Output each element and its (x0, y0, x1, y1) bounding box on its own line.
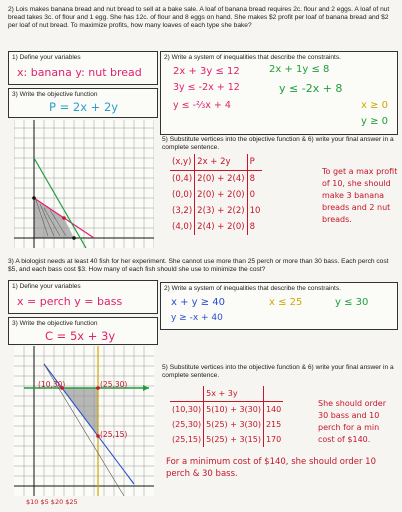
p1-th-point: (x,y) (170, 154, 195, 171)
p2-th-point (170, 386, 204, 402)
p1-ineq-7: y ≥ 0 (361, 116, 389, 127)
p1-ineq-6: x ≥ 0 (361, 100, 389, 111)
p2-cell: 5(25) + 3(30) (204, 417, 264, 432)
p1-objective-box (8, 88, 158, 118)
p1-constraints-label: 2) Write a system of inequalities that describe the constraints. (164, 54, 341, 61)
table-row (170, 203, 262, 219)
p2-variables-answer: x = perch y = bass (17, 295, 123, 308)
p2-vertex-label-2: (25,30) (100, 380, 128, 389)
p2-cell: (25,15) (170, 432, 204, 447)
p1-objective-label: 3) Write the objective function (12, 91, 98, 98)
p1-cell: 2(4) + 2(0) (195, 219, 247, 235)
p1-cell: (3,2) (170, 203, 195, 219)
p2-ineq-2: x ≤ 25 (269, 297, 303, 308)
p2-axis-labels: $10 $5 $20 $25 (26, 498, 78, 506)
p2-cell: 215 (265, 420, 282, 429)
p2-vertex-table (170, 386, 283, 447)
p1-ineq-3: 3y ≤ -2x + 12 (173, 82, 240, 93)
p2-cell: (25,30) (170, 417, 204, 432)
p2-cell: 5(10) + 3(30) (204, 402, 264, 418)
table-row (170, 402, 283, 418)
p1-ineq-2: 2x + 1y ≤ 8 (269, 64, 330, 75)
p2-objective-box (8, 317, 158, 345)
p1-objective-answer: P = 2x + 2y (49, 100, 119, 114)
p2-constraints-label: 2) Write a system of inequalities that describe the constraints. (164, 285, 341, 292)
problem-2-text: 2) Lois makes banana bread and nut bread to sell at a bake sale. A loaf of banana bread requires 2c. flour and 2 eggs. A loaf of nut bread takes 3c. of flour and 1 egg. She has 12c. of flour and 8 eggs on hand. She makes $2 profit per loaf of banana bread and $2 per loaf of nut bread. To maximize profits, how many loaves of each type she bake? (8, 6, 390, 29)
p1-cell: 10 (249, 206, 261, 216)
p1-cell: (0,4) (170, 171, 195, 188)
p1-vertex-table (170, 154, 262, 235)
p1-variables-label: 1) Define your variables (12, 54, 81, 61)
p1-ineq-5: y ≤ -⅔x + 4 (173, 100, 231, 111)
table-row (170, 187, 262, 203)
p2-table-header (170, 386, 283, 402)
p1-cell: 8 (249, 222, 256, 232)
p1-constraints-box (160, 51, 398, 135)
p2-ineq-3: y ≤ 30 (335, 297, 369, 308)
p2-cell: (10,30) (170, 402, 204, 418)
p1-cell: 2(3) + 2(2) (195, 203, 247, 219)
table-row (170, 219, 262, 235)
p2-ineq-4: y ≥ -x + 40 (171, 313, 223, 323)
p1-th-value: P (247, 154, 262, 171)
p1-ineq-4: y ≤ -2x + 8 (279, 82, 343, 95)
p2-th-value (263, 386, 283, 402)
p2-ineq-1: x + y ≥ 40 (171, 297, 226, 308)
p1-conclusion: To get a max profit of 10, she should make 3 banana breads and 2 nut breads. (322, 167, 398, 224)
table-row (170, 432, 283, 447)
p1-cell: 2(0) + 2(4) (195, 171, 247, 188)
p1-cell: 2(0) + 2(0) (195, 187, 247, 203)
p1-substitute-label: 5) Substitute vertices into the objective function & 6) write your final answer in a complete sentence. (162, 136, 394, 151)
p1-cell: 8 (249, 174, 256, 184)
p2-substitute-label: 5) Substitute vertices into the objective function & 6) write your final answer in a complete sentence. (162, 364, 394, 379)
p2-constraints-box (160, 282, 398, 330)
p2-variables-box (8, 280, 158, 314)
p2-graph (14, 346, 154, 496)
p2-vertex-label-3: (25,15) (100, 430, 128, 439)
p2-cell: 170 (265, 435, 282, 444)
p2-th-expr: 5x + 3y (204, 386, 264, 402)
table-row (170, 171, 262, 188)
p1-table-header (170, 154, 262, 171)
p2-conclusion-2: For a minimum cost of $140, she should order 10 perch & 30 bass. (166, 457, 376, 479)
p1-variables-box (8, 51, 158, 85)
table-row (170, 417, 283, 432)
p2-conclusion: She should order 30 bass and 10 perch for a min cost of $140. (318, 399, 386, 444)
p1-cell: (0,0) (170, 187, 195, 203)
p1-graph (14, 120, 154, 248)
p1-cell: (4,0) (170, 219, 195, 235)
p1-th-expr: 2x + 2y (195, 154, 247, 171)
p1-cell: 0 (249, 190, 256, 200)
p2-cell: 140 (265, 405, 282, 414)
p2-variables-label: 1) Define your variables (12, 283, 81, 290)
p2-vertex-label-1: (10,30) (38, 380, 66, 389)
p2-cell: 5(25) + 3(15) (204, 432, 264, 447)
p1-variables-answer: x: banana y: nut bread (17, 66, 142, 79)
p2-objective-label: 3) Write the objective function (12, 320, 98, 327)
p2-objective-answer: C = 5x + 3y (45, 329, 116, 343)
problem-3-text: 3) A biologist needs at least 40 fish for her experiment. She cannot use more than 25 perch or more than 30 bass. Each perch cost $5, and each bass cost $3. How many of each fish should she use to minimize the cost? (8, 258, 389, 273)
p1-ineq-1: 2x + 3y ≤ 12 (173, 66, 240, 77)
